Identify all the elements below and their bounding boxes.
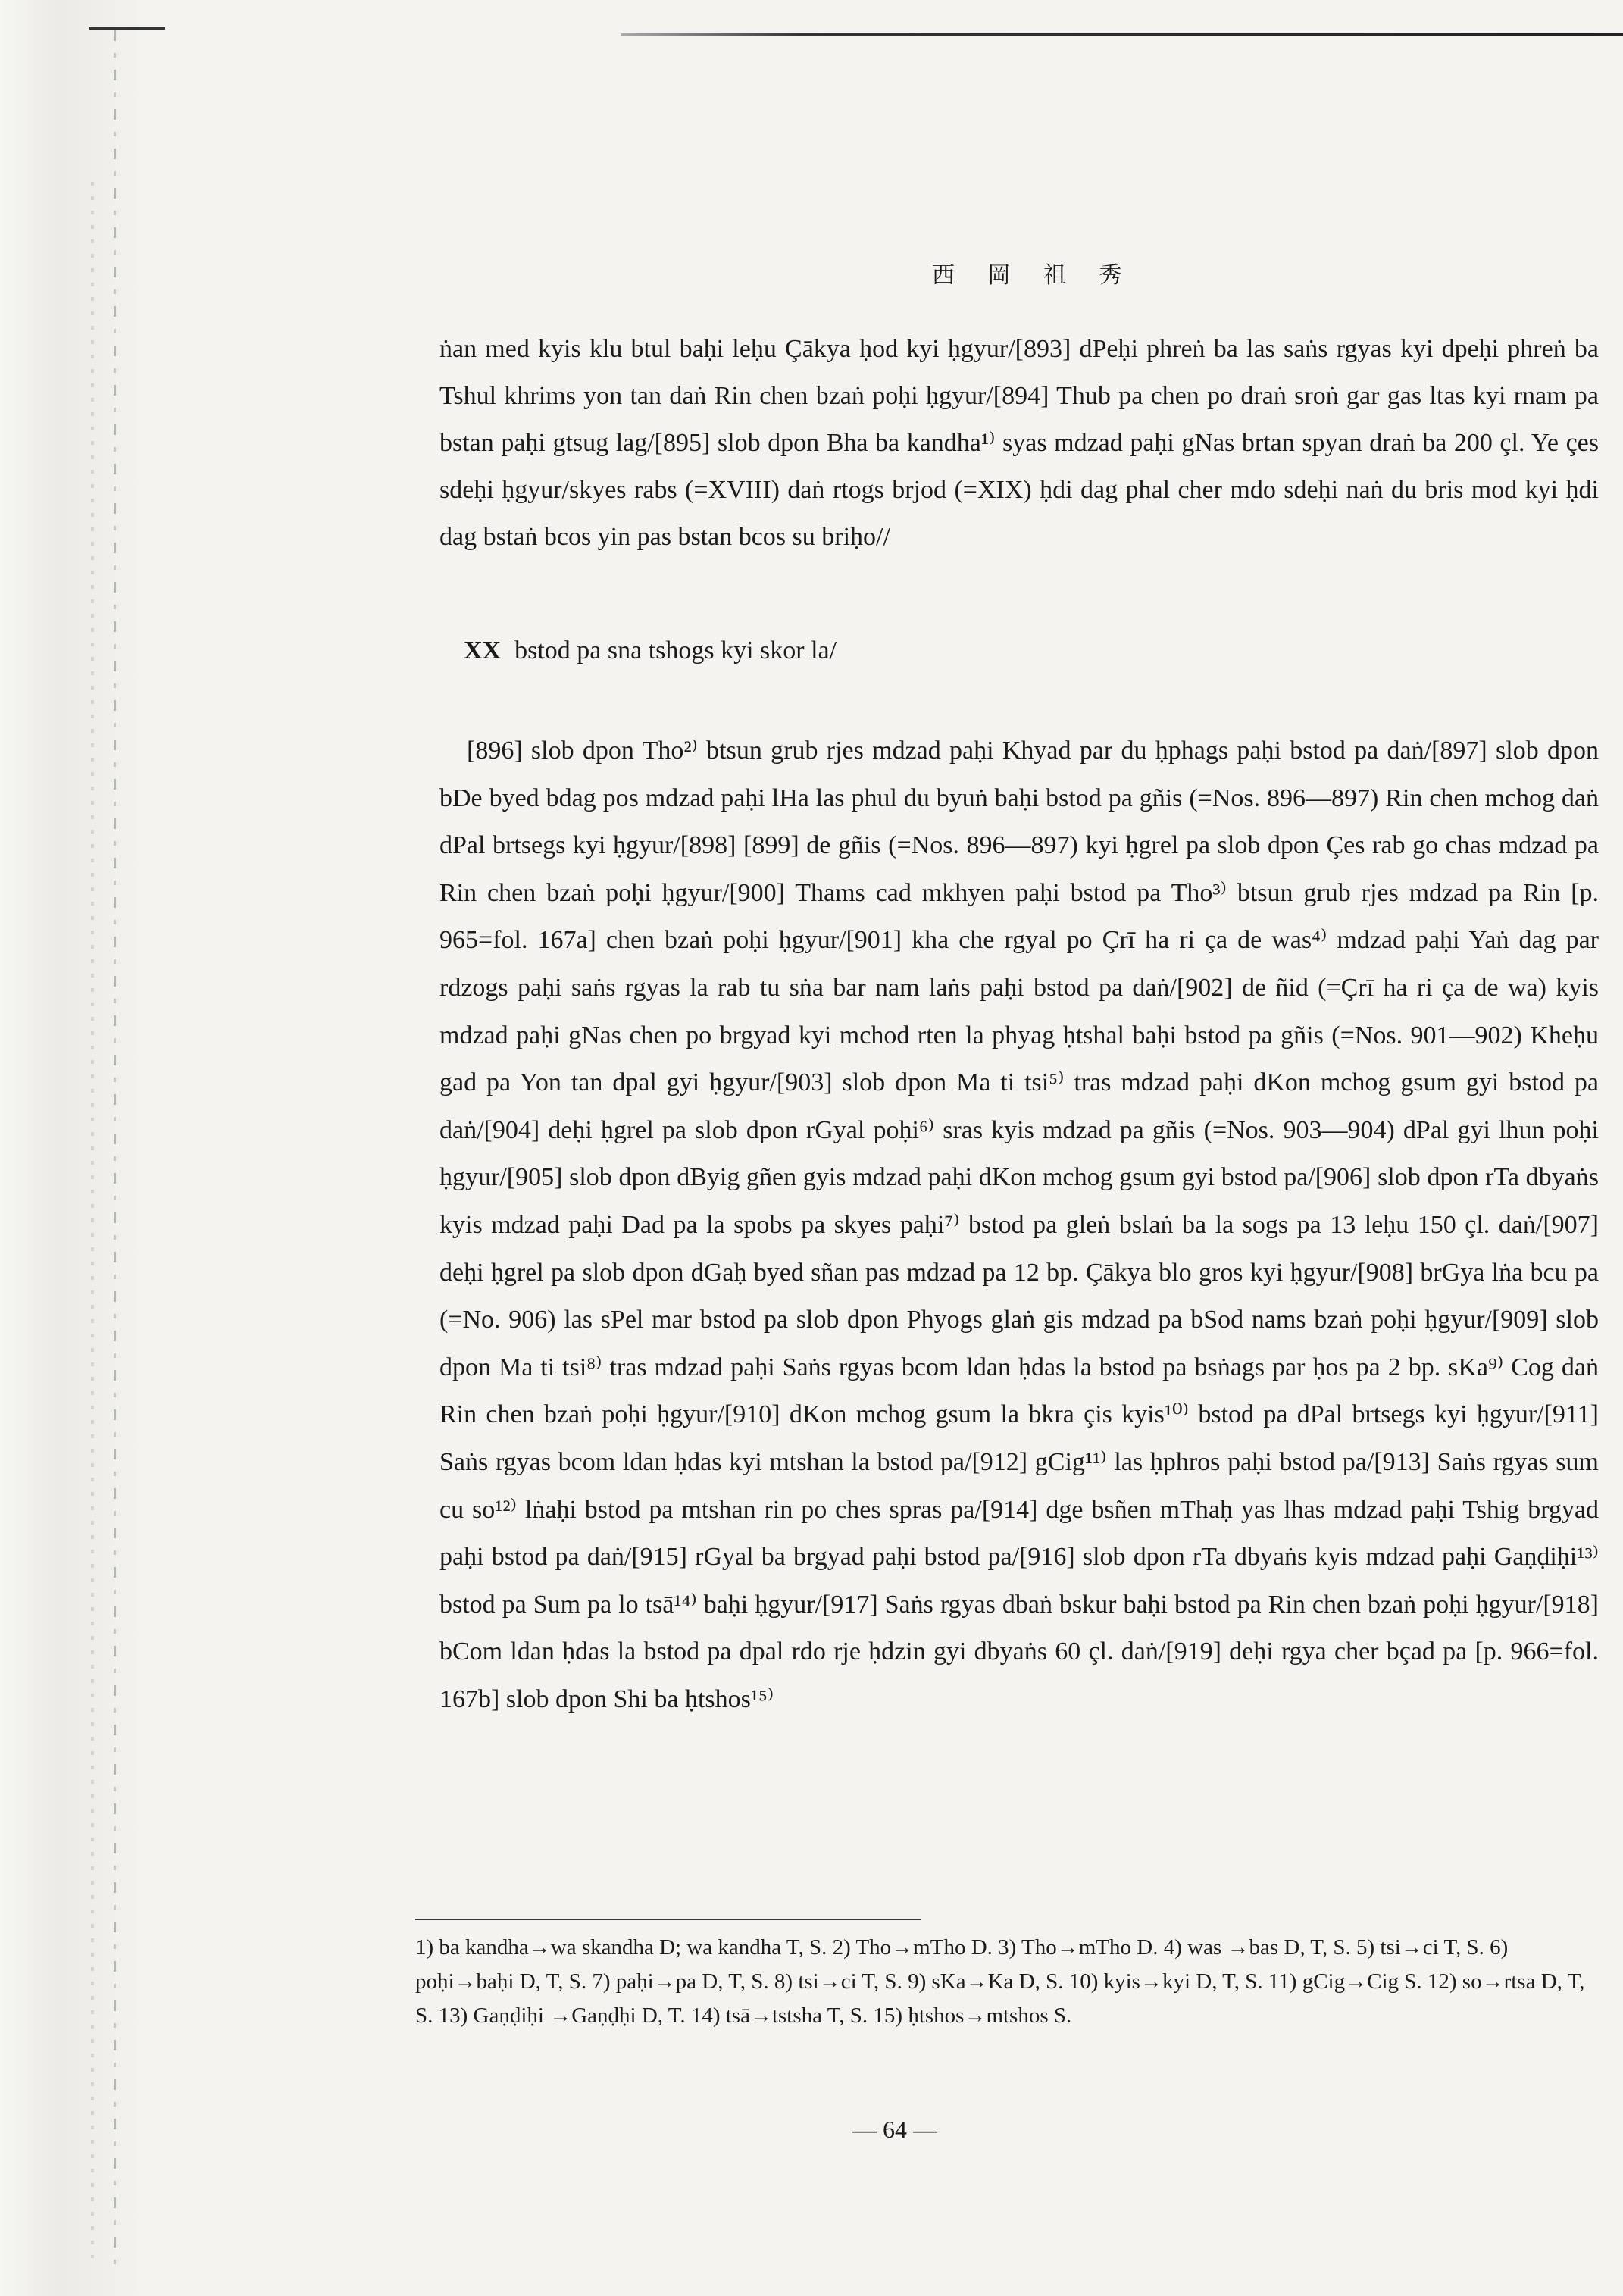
paragraph-text: [896] slob dpon Tho²⁾ btsun grub rjes mdzad paḥi Khyad par du ḥphags paḥi bstod pa daṅ/[897] slob dpon bDe byed bdag pos mdzad paḥi lHa las phul du byuṅ baḥi bstod pa gñis (=Nos. 896—897) Rin chen mchog daṅ dPal brtsegs kyi ḥgyur/[898] [899] de gñis (=Nos. 896—897) kyi ḥgrel pa slob dpon Çes rab go chas mdzad pa Rin chen bzaṅ poḥi ḥgyur/[900] Thams cad mkhyen paḥi bstod pa Tho³⁾ btsun grub rjes mdzad pa Rin [p. 965=fol. 167a] chen bzaṅ poḥi ḥgyur/[901] kha che rgyal po Çrī ha ri ça de was⁴⁾ mdzad paḥi Yaṅ dag par rdzogs paḥi saṅs rgyas la rab tu sṅa bar nam laṅs paḥi bstod pa daṅ/[902] de ñid (=Çrī ha ri ça de wa) kyis mdzad paḥi gNas chen po brgyad kyi mchod rten la phyag ḥtshal baḥi bstod pa gñis (=Nos. 901—902) Kheḥu gad pa Yon tan dpal gyi ḥgyur/[903] slob dpon Ma ti tsi⁵⁾ tras mdzad paḥi dKon mchog gsum gyi bstod pa daṅ/[904] deḥi ḥgrel pa slob dpon rGyal poḥi⁶⁾ sras kyis mdzad pa gñis (=Nos. 903—904) dPal gyi lhun poḥi ḥgyur/[905] slob dpon dByig gñen gyis mdzad paḥi dKon mchog gsum gyi bstod pa/[906] slob dpon rTa dbyaṅs kyis mdzad paḥi Dad pa la spobs pa skyes paḥi⁷⁾ bstod pa gleṅ bslaṅ ba la sogs pa 13 leḥu 150 çl. daṅ/[907] deḥi ḥgrel pa slob dpon dGaḥ byed sñan pas mdzad pa 12 bp. Çākya blo gros kyi ḥgyur/[908] brGya lṅa bcu pa (=No. 906) las sPel mar bstod pa slob dpon Phyogs glaṅ gis mdzad pa bSod nams bzaṅ poḥi ḥgyur/[909] slob dpon Ma ti tsi⁸⁾ tras mdzad paḥi Saṅs rgyas bcom ldan ḥdas la bstod pa bsṅags par ḥos pa 2 bp. sKa⁹⁾ Cog daṅ Rin chen bzaṅ poḥi ḥgyur/[910] dKon mchog gsum la bkra çis kyis¹⁰⁾ bstod pa dPal brtsegs kyi ḥgyur/[911] Saṅs rgyas bcom ldan ḥdas kyi mtshan la bstod pa/[912] gCig¹¹⁾ las ḥphros paḥi bstod pa/[913] Saṅs rgyas sum cu so¹²⁾ lṅaḥi bstod pa mtshan rin po ches spras pa/[914] dge bsñen mThaḥ yas lhas mdzad paḥi Tshig brgyad paḥi bstod pa daṅ/[915] rGyal ba brgyad paḥi bstod pa/[916] slob dpon rTa dbyaṅs kyis mdzad paḥi Gaṇḍiḥi¹³⁾ bstod pa Sum pa lo tsā¹⁴⁾ baḥi ḥgyur/[917] Saṅs rgyas dbaṅ bskur baḥi bstod pa Rin chen bzaṅ poḥi ḥgyur/[918] bCom ldan ḥdas la bstod pa dpal rdo rje ḥdzin gyi dbyaṅs 60 çl. daṅ/[919] deḥi rgya cher bçad pa [p. 966=fol. 167b] slob dpon Shi ba ḥtshos¹⁵⁾ xyxy=(439,737,1599,1713)
corner-mark xyxy=(89,27,165,30)
top-rule xyxy=(621,33,1623,36)
footnote-rule xyxy=(415,1919,921,1920)
scan-margin xyxy=(0,0,144,2296)
footnotes: 1) ba kandha→wa skandha D; wa kandha T, S. 2) Tho→mTho D. 3) Tho→mTho D. 4) was →bas D, T, S. 5) tsi→ci T, S. 6) poḥi→baḥi D, T, S. 7) paḥi→pa D, T, S. 8) tsi→ci T, S. 9) sKa→Ka D, S. 10) kyis→kyi D, T, S. 11) gCig→Cig S. 12) so→rtsa D, T, S. 13) Gaṇḍiḥi →Gaṇḍḥi D, T. 14) tsā→tstsha T, S. 15) ḥtshos→mtshos S. xyxy=(415,1935,1585,2028)
section-title: bstod pa sna tshogs kyi skor la/ xyxy=(514,637,837,665)
section-number: XX xyxy=(464,637,502,665)
binding-shadow-2 xyxy=(91,182,94,2258)
body-paragraph-1 xyxy=(439,326,1599,561)
page-number: — 64 — xyxy=(852,2116,937,2143)
binding-shadow xyxy=(114,30,116,2273)
running-head: 西 岡 祖 秀 xyxy=(932,263,1136,288)
paragraph-text: ṅan med kyis klu btul baḥi leḥu Çākya ḥod kyi ḥgyur/[893] dPeḥi phreṅ ba las saṅs rgyas kyi dpeḥi phreṅ ba Tshul khrims yon tan daṅ Rin chen bzaṅ poḥi ḥgyur/[894] Thub pa chen po draṅ sroṅ gar gas ltas kyi rnam pa bstan paḥi gtsug lag/[895] slob dpon Bha ba kandha¹⁾ syas mdzad paḥi gNas brtan spyan draṅ ba 200 çl. Ye çes sdeḥi ḥgyur/skyes rabs (=XVIII) daṅ rtogs brjod (=XIX) ḥdi dag phal cher mdo sdeḥi naṅ du bris mod kyi ḥdi dag bstaṅ bcos yin pas bstan bcos su briḥo// xyxy=(439,335,1599,551)
section-heading xyxy=(464,637,837,665)
body-paragraph-2 xyxy=(439,727,1599,1723)
